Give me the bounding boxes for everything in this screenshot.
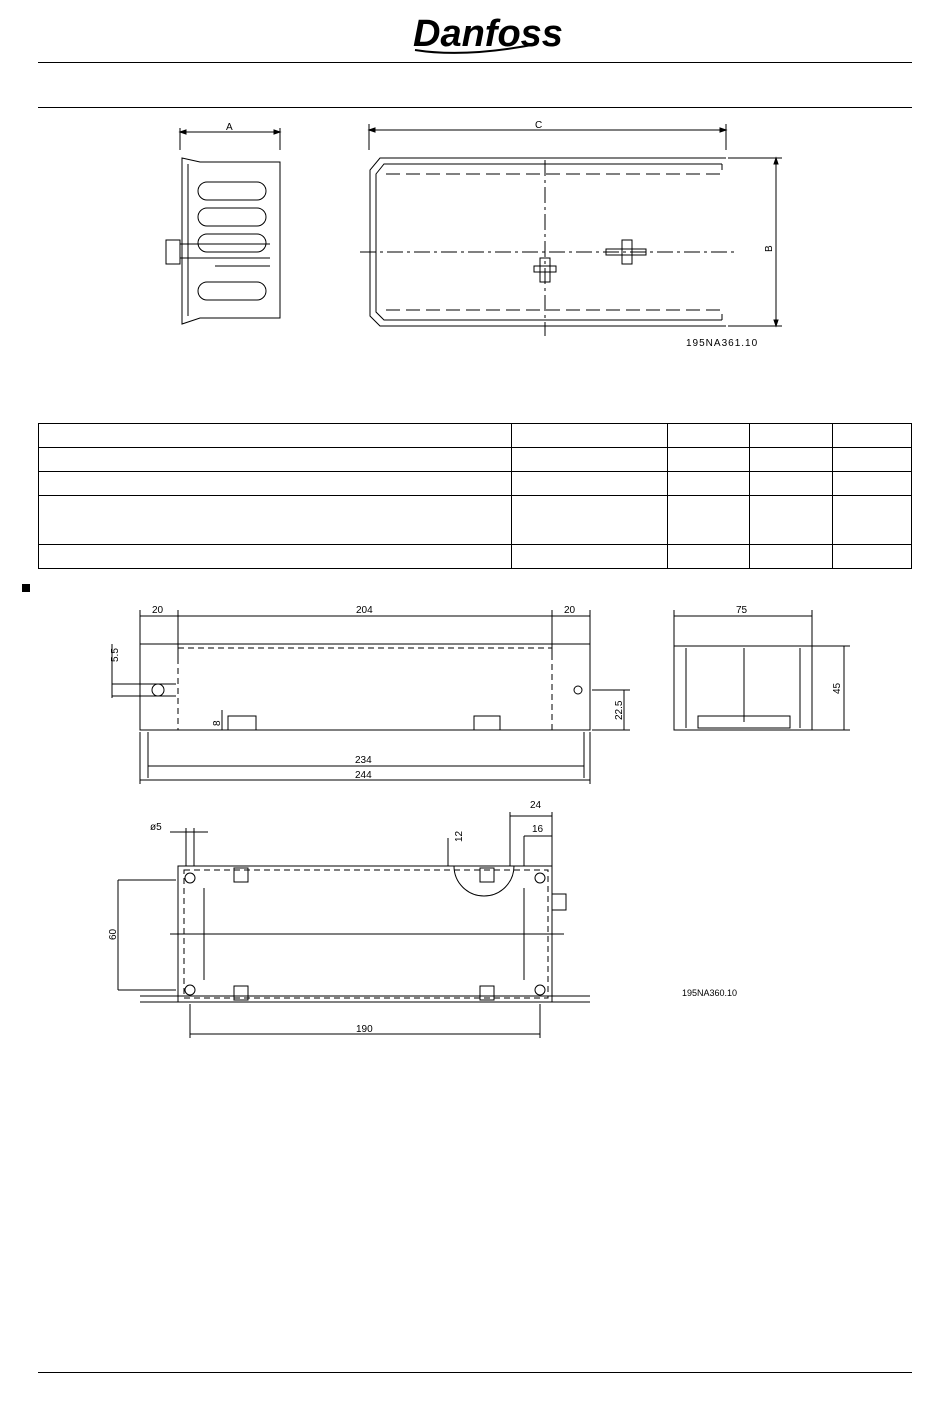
table-cell <box>668 545 750 569</box>
table-cell <box>750 424 833 448</box>
table-cell <box>750 448 833 472</box>
table-cell <box>39 545 512 569</box>
table-cell <box>39 424 512 448</box>
housing-drawing <box>0 110 950 360</box>
bracket-drawing <box>0 598 950 1048</box>
dim-side-width: 75 <box>736 605 748 616</box>
table-cell <box>39 448 512 472</box>
dim-hole-spacing: 190 <box>356 1024 373 1035</box>
dim-right-inner: 16 <box>532 824 544 835</box>
section-rule <box>38 107 912 108</box>
svg-text:Danfoss: Danfoss <box>413 13 563 55</box>
table-cell <box>512 424 668 448</box>
table-row <box>39 424 912 448</box>
dim-inner-length: 234 <box>355 755 372 766</box>
table-row <box>39 545 912 569</box>
drawing-id-top: 195NA361.10 <box>686 338 759 349</box>
table-cell <box>512 472 668 496</box>
table-cell <box>39 472 512 496</box>
table-cell <box>512 448 668 472</box>
table-cell <box>39 496 512 545</box>
table-row <box>39 448 912 472</box>
table-cell <box>833 545 912 569</box>
table-cell <box>668 472 750 496</box>
table-cell <box>833 424 912 448</box>
table-cell <box>750 496 833 545</box>
table-row <box>39 496 912 545</box>
dim-overall-length: 244 <box>355 770 372 781</box>
danfoss-logo <box>405 8 563 56</box>
spec-table <box>38 423 912 569</box>
table-cell <box>668 496 750 545</box>
table-cell <box>833 448 912 472</box>
section-bullet <box>22 584 30 592</box>
dim-hole-dia: ø5 <box>150 822 162 833</box>
dim-top-span: 204 <box>356 605 373 616</box>
dim-top-right: 20 <box>564 605 576 616</box>
table-cell <box>833 472 912 496</box>
header-rule <box>38 62 912 63</box>
dim-right-outer: 24 <box>530 800 542 811</box>
dim-b-label: B <box>764 245 775 252</box>
table-cell <box>668 448 750 472</box>
table-cell <box>512 496 668 545</box>
dim-c-label: C <box>535 120 543 131</box>
table-cell <box>668 424 750 448</box>
dim-hole-height: 22.5 <box>614 700 625 720</box>
table-row <box>39 472 912 496</box>
dim-notch-depth: 12 <box>454 830 465 842</box>
dim-tab-height: 8 <box>212 720 223 726</box>
dim-side-height: 45 <box>832 682 843 694</box>
dim-a-label: A <box>226 122 233 133</box>
drawing-id-bottom: 195NA360.10 <box>682 988 738 998</box>
dim-hole-offset: 5.5 <box>110 648 121 662</box>
table-cell <box>750 472 833 496</box>
dim-base-height: 60 <box>108 928 119 940</box>
footer-rule <box>38 1372 912 1373</box>
table-cell <box>750 545 833 569</box>
table-cell <box>512 545 668 569</box>
table-cell <box>833 496 912 545</box>
dim-top-left: 20 <box>152 605 164 616</box>
